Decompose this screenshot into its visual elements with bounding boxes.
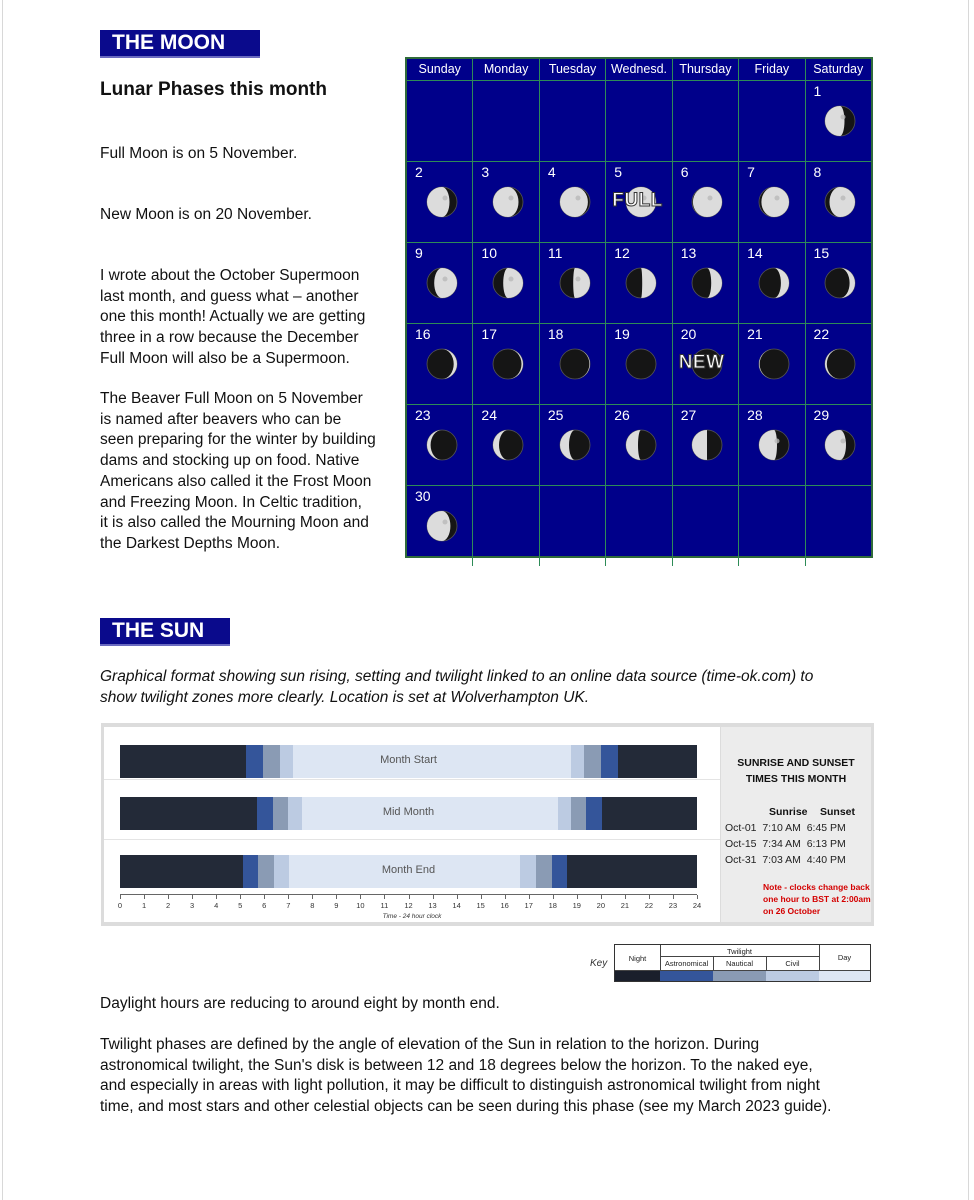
key-night-swatch [615, 971, 660, 981]
x-tick-label: 2 [165, 901, 171, 910]
text-line: on 26 October [763, 906, 821, 916]
x-axis-title: Time - 24 hour clock [382, 913, 442, 920]
x-tick [168, 895, 169, 899]
sun-intro [100, 667, 813, 708]
x-tick-label: 1 [141, 901, 147, 910]
x-tick-label: 7 [286, 901, 291, 910]
day-number: 2 [415, 164, 423, 180]
day-number: 29 [813, 407, 830, 423]
moon-phase-icon [621, 425, 661, 465]
calendar-day-cell [407, 405, 473, 485]
moon-phase-icon [488, 182, 528, 222]
x-tick [625, 895, 626, 899]
day-number: 27 [680, 407, 697, 423]
gridline [104, 839, 720, 840]
moon-phase-icon [422, 506, 462, 546]
key-civil-label: Civil [785, 959, 800, 968]
twilight-bar [120, 797, 697, 830]
calendar-day-cell [606, 405, 672, 485]
moon-phase-icon [754, 425, 794, 465]
calendar-week-row [407, 324, 871, 405]
day-number: 10 [481, 245, 497, 261]
x-tick-label: 23 [668, 901, 678, 910]
x-tick-label: 0 [117, 901, 123, 910]
calendar-day-cell [806, 405, 871, 485]
sunset-column-header: Sunset [820, 806, 856, 818]
moon-phase-icon [820, 101, 860, 141]
key-twilight-label: Twilight [726, 947, 752, 956]
twilight-chart [104, 727, 720, 922]
x-tick [505, 895, 506, 899]
key-night-label: Night [628, 954, 647, 963]
twilight-bar [120, 855, 697, 888]
x-tick-label: 11 [380, 901, 389, 910]
calendar-day-cell [739, 162, 805, 242]
calendar-empty-cell [739, 81, 805, 161]
calendar-day-cell [806, 162, 871, 242]
weekday-header: Friday [739, 59, 805, 80]
calendar-day-cell [407, 243, 473, 323]
calendar-empty-cell [673, 81, 739, 161]
twilight-paragraph [100, 1035, 831, 1118]
day-number: 3 [481, 164, 490, 180]
x-tick-label: 17 [524, 901, 533, 910]
day-number: 28 [747, 407, 763, 423]
calendar-empty-cell [806, 486, 871, 566]
moon-phase-icon [488, 425, 528, 465]
x-tick-label: 8 [310, 901, 315, 910]
day-number: 1 [813, 83, 822, 99]
sunrise-column-header: Sunrise [769, 806, 808, 818]
text-line: and especially in areas with light pollution, it may be difficult to distinguish astronomical twilight from night [100, 1077, 820, 1095]
text-line: the Darkest Depths Moon. [100, 534, 281, 552]
text-line: Americans also called it the Frost Moon [100, 472, 372, 490]
moon-phase-icon [422, 182, 462, 222]
x-tick-label: 12 [404, 901, 413, 910]
day-number: 20 [680, 326, 697, 342]
x-tick-label: 6 [262, 901, 267, 910]
calendar-empty-cell [606, 486, 672, 566]
x-tick [457, 895, 458, 899]
weekday-header: Wednesd. [606, 59, 672, 80]
sun-twilight-panel [101, 723, 874, 926]
calendar-day-cell [473, 405, 539, 485]
day-number: 25 [547, 407, 564, 423]
x-tick [288, 895, 289, 899]
calendar-week-row [407, 486, 871, 566]
key-nautical-swatch [713, 971, 766, 981]
text-line: last month, and guess what – another [100, 287, 359, 305]
calendar-day-cell [806, 324, 871, 404]
text-line: Twilight phases are defined by the angle of elevation of the Sun in relation to the horizon. During [100, 1036, 760, 1053]
x-tick [216, 895, 217, 899]
sun-section-tag: THE SUN [100, 618, 230, 646]
text-line: Graphical format showing sun rising, setting and twilight linked to an online data source (time-ok.com) to [100, 668, 814, 685]
beaver-moon-paragraph [100, 389, 376, 555]
clock-change-note [763, 881, 871, 917]
text-line: time, and most stars and other celestial objects can be seen during this phase (see my March 2023 guide). [100, 1098, 832, 1116]
x-tick-label: 5 [238, 901, 243, 910]
moon-phase-icon [687, 263, 727, 303]
day-number: 6 [680, 164, 689, 180]
calendar-week-row [407, 81, 871, 162]
text-line: one this month! Actually we are getting [100, 308, 366, 326]
x-tick [384, 895, 385, 899]
day-number: 30 [415, 488, 431, 504]
calendar-day-cell [407, 324, 473, 404]
x-tick-label: 14 [452, 901, 461, 910]
weekday-header: Thursday [673, 59, 739, 80]
key-astronomical-swatch [660, 971, 713, 981]
day-number: 8 [813, 164, 822, 180]
x-tick [697, 895, 698, 899]
day-number: 16 [415, 326, 431, 342]
new-moon-badge: NEW [678, 352, 725, 373]
calendar-week-row [407, 243, 871, 324]
day-number: 12 [614, 245, 630, 261]
x-tick-label: 9 [334, 901, 339, 910]
x-tick [336, 895, 337, 899]
calendar-week-row [407, 405, 871, 486]
x-tick [144, 895, 145, 899]
day-number: 26 [614, 407, 630, 423]
key-day-label: Day [837, 953, 852, 962]
day-number: 9 [415, 245, 423, 261]
calendar-day-cell [473, 324, 539, 404]
moon-phase-icon [820, 182, 860, 222]
page-right-edge [968, 0, 969, 1200]
key-astronomical-label: Astronomical [664, 959, 709, 968]
calendar-empty-cell [540, 486, 606, 566]
day-number: 24 [481, 407, 497, 423]
x-tick-label: 4 [214, 901, 219, 910]
x-tick [577, 895, 578, 899]
moon-phase-icon [488, 263, 528, 303]
calendar-day-cell [407, 486, 473, 566]
text-line: and Freezing Moon. In Celtic tradition, [100, 493, 362, 511]
calendar-day-cell [473, 162, 539, 242]
calendar-day-cell [739, 405, 805, 485]
lunar-phases-heading: Lunar Phases this month [100, 79, 327, 100]
text-line: three in a row because the December [100, 329, 359, 347]
x-tick-label: 19 [572, 901, 581, 910]
text-line: it is also called the Mourning Moon and [100, 514, 369, 532]
x-tick [673, 895, 674, 899]
calendar-day-cell [606, 324, 672, 404]
calendar-empty-cell [473, 486, 539, 566]
x-tick-label: 13 [428, 901, 437, 910]
calendar-week-row [407, 162, 871, 243]
full-moon-text: Full Moon is on 5 November. [100, 145, 298, 162]
day-number: 21 [747, 326, 763, 342]
text-line: astronomical twilight, the Sun's disk is between 12 and 18 degrees below the horizon. To the naked eye, [100, 1056, 813, 1074]
calendar-day-cell [806, 243, 871, 323]
key-divider [660, 956, 819, 957]
x-tick [409, 895, 410, 899]
calendar-day-cell [806, 81, 871, 161]
weekday-header: Saturday [813, 62, 864, 76]
moon-phase-icon [820, 263, 860, 303]
x-tick-label: 20 [596, 901, 605, 910]
text-line: The Beaver Full Moon on 5 November [100, 390, 363, 407]
day-number: 15 [813, 245, 830, 261]
day-number: 5 [614, 164, 623, 180]
key-label: Key [590, 958, 608, 969]
x-tick [649, 895, 650, 899]
x-tick [601, 895, 602, 899]
calendar-empty-cell [739, 486, 805, 566]
calendar-empty-cell [673, 486, 739, 566]
day-number: 14 [747, 245, 763, 261]
day-number: 11 [547, 245, 563, 261]
x-tick [481, 895, 482, 899]
text-line: Note - clocks change back [763, 882, 870, 892]
lunar-calendar [405, 57, 873, 558]
calendar-day-cell [673, 405, 739, 485]
calendar-day-cell [473, 243, 539, 323]
moon-phase-icon [820, 344, 860, 384]
calendar-day-cell [606, 243, 672, 323]
x-tick [312, 895, 313, 899]
times-row: Oct-01 7:10 AM 6:45 PM [725, 822, 846, 834]
page-left-edge [2, 0, 3, 1200]
moon-phase-icon [555, 182, 595, 222]
x-tick-label: 18 [548, 901, 557, 910]
calendar-empty-cell [473, 81, 539, 161]
x-tick [192, 895, 193, 899]
key-nautical-label: Nautical [725, 959, 754, 968]
text-line: seen preparing for the winter by building [100, 431, 376, 449]
day-number: 23 [415, 407, 431, 423]
calendar-day-cell [540, 162, 606, 242]
text-line: TIMES THIS MONTH [745, 773, 847, 785]
supermoon-paragraph [100, 266, 365, 370]
x-tick [433, 895, 434, 899]
new-moon-text: New Moon is on 20 November. [100, 206, 312, 223]
x-tick [529, 895, 530, 899]
twilight-key [614, 944, 871, 982]
key-day-swatch [819, 971, 870, 981]
x-tick-label: 16 [500, 901, 509, 910]
times-row: Oct-15 7:34 AM 6:13 PM [725, 838, 846, 850]
day-number: 4 [547, 164, 556, 180]
moon-phase-icon [621, 344, 661, 384]
calendar-empty-cell [606, 81, 672, 161]
moon-phase-icon [488, 344, 528, 384]
moon-section-tag: THE MOON [100, 30, 260, 58]
moon-phase-icon [820, 425, 860, 465]
moon-phase-icon [555, 344, 595, 384]
x-tick-label: 3 [190, 901, 195, 910]
x-tick-label: 21 [620, 901, 630, 910]
x-tick [264, 895, 265, 899]
day-number: 19 [614, 326, 630, 342]
day-number: 22 [813, 326, 830, 342]
text-line: dams and stocking up on food. Native [100, 452, 360, 470]
x-tick-label: 22 [644, 901, 654, 910]
calendar-day-cell [673, 324, 739, 404]
day-number: 17 [481, 326, 497, 342]
moon-phase-icon [555, 425, 595, 465]
moon-phase-icon [754, 344, 794, 384]
moon-phase-icon [555, 263, 595, 303]
text-line: one hour to BST at 2:00am [763, 894, 871, 904]
calendar-day-cell [673, 243, 739, 323]
gridline [104, 779, 720, 780]
sunrise-sunset-table [721, 727, 871, 922]
text-line: show twilight zones more clearly. Location is set at Wolverhampton UK. [100, 688, 590, 706]
calendar-empty-cell [540, 81, 606, 161]
key-civil-swatch [766, 971, 819, 981]
twilight-bar [120, 745, 697, 778]
moon-phase-icon [754, 182, 794, 222]
calendar-day-cell [673, 162, 739, 242]
x-tick [120, 895, 121, 899]
x-tick-label: 24 [692, 901, 702, 910]
calendar-day-cell [407, 162, 473, 242]
weekday-header: Sunday [407, 59, 473, 80]
text-line: SUNRISE AND SUNSET [737, 757, 855, 769]
day-number: 7 [747, 164, 755, 180]
weekday-header: Monday [473, 59, 539, 80]
text-line: Full Moon will also be a Supermoon. [100, 349, 350, 367]
calendar-header [407, 59, 871, 81]
calendar-day-cell [606, 162, 672, 242]
calendar-day-cell [739, 324, 805, 404]
moon-phase-icon [422, 263, 462, 303]
moon-phase-icon [422, 425, 462, 465]
text-line: I wrote about the October Supermoon [100, 267, 360, 284]
text-line: is named after beavers who can be [100, 410, 342, 428]
x-tick [553, 895, 554, 899]
weekday-header: Tuesday [540, 59, 606, 80]
moon-phase-icon [621, 263, 661, 303]
daylight-text: Daylight hours are reducing to around eight by month end. [100, 995, 500, 1012]
x-tick [240, 895, 241, 899]
day-number: 18 [547, 326, 564, 342]
bar-label: Month Start [380, 754, 437, 766]
calendar-day-cell [540, 243, 606, 323]
calendar-day-cell [540, 405, 606, 485]
moon-phase-icon [687, 182, 727, 222]
moon-phase-icon [422, 344, 462, 384]
calendar-body [407, 81, 871, 566]
sidebar-title [721, 755, 871, 787]
moon-phase-icon [754, 263, 794, 303]
full-moon-badge: FULL [612, 190, 663, 211]
times-row: Oct-31 7:03 AM 4:40 PM [725, 854, 846, 866]
x-tick-label: 10 [356, 901, 365, 910]
calendar-day-cell [540, 324, 606, 404]
calendar-empty-cell [407, 81, 473, 161]
moon-phase-icon [687, 425, 727, 465]
calendar-day-cell [739, 243, 805, 323]
bar-label: Mid Month [382, 806, 435, 818]
bar-label: Month End [381, 864, 436, 876]
day-number: 13 [680, 245, 697, 261]
x-tick-label: 15 [476, 901, 485, 910]
x-tick [360, 895, 361, 899]
